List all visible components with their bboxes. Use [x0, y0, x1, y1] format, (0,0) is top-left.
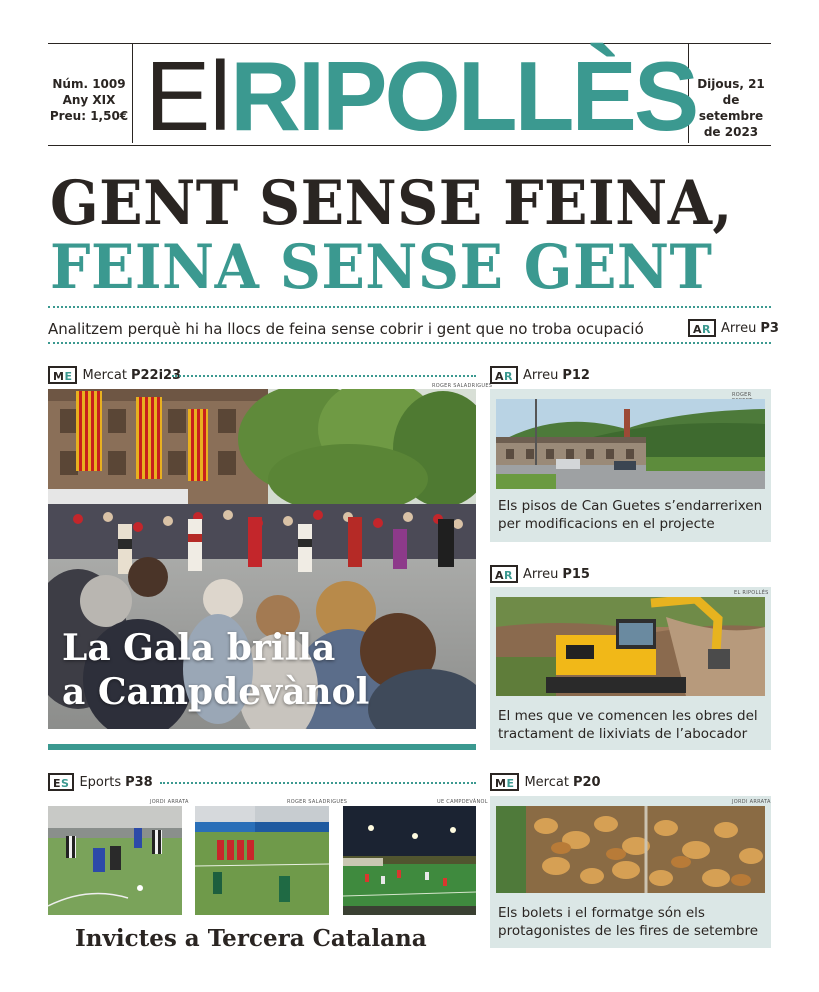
section-page: P22i23 — [130, 367, 182, 383]
sports-photo-1[interactable] — [48, 806, 182, 915]
side-story-2-text: El mes que ve comencen les obres del tractament de lixiviats de l’abocador — [498, 708, 758, 742]
issue-year: Any XIX — [62, 93, 116, 107]
main-story-accent-bar — [48, 744, 476, 750]
main-story-dotted-rule — [172, 375, 476, 377]
headline-dotted-rule-top — [48, 306, 771, 308]
side-story-3-section-tag[interactable] — [490, 773, 601, 791]
logo-el: El — [145, 41, 231, 151]
section-name: Arreu — [523, 367, 559, 383]
side-story-2-section-tag[interactable] — [490, 565, 590, 583]
excavator-image — [496, 597, 765, 696]
date-line-1: Dijous, 21 — [697, 77, 765, 91]
football-match-image-1 — [48, 806, 182, 915]
sports-photo-3-credit: UE CAMPDEVÀNOL — [437, 799, 488, 805]
masthead-divider-left — [132, 43, 133, 143]
side-story-1-photo — [496, 399, 765, 489]
section-badge: AR — [688, 319, 716, 337]
headline-line-1[interactable]: GENT SENSE FEINA, — [50, 168, 733, 239]
main-story-title-line-2: a Campdevànol — [62, 671, 370, 713]
side-story-3-text: Els bolets i el formatge són els protagonistes de les fires de setembre — [498, 905, 759, 939]
main-story-title[interactable] — [62, 626, 369, 714]
section-name: Arreu — [721, 320, 757, 336]
sports-title[interactable]: Invictes a Tercera Catalana — [75, 925, 427, 952]
headline-section-tag[interactable] — [688, 319, 779, 337]
section-badge: AR — [490, 565, 518, 583]
section-page: P20 — [572, 774, 601, 790]
sports-photo-3[interactable] — [343, 806, 476, 915]
logo-name: RIPOLLÈS — [230, 41, 697, 151]
date-line-2: de setembre — [698, 93, 764, 123]
headline-line-2[interactable]: FEINA SENSE GENT — [50, 232, 713, 303]
mushrooms-image — [496, 806, 765, 893]
sports-section-tag[interactable] — [48, 773, 153, 791]
section-badge: ES — [48, 773, 74, 791]
headline-subtitle: Analitzem perquè hi ha llocs de feina sense cobrir i gent que no troba ocupació — [48, 320, 644, 338]
sports-photo-1-credit: JORDI ARRATA — [150, 799, 189, 805]
main-story-title-line-1: La Gala brilla — [62, 627, 336, 669]
section-page: P38 — [125, 774, 153, 790]
side-story-3-photo-credit: JORDI ARRATA — [732, 799, 771, 805]
newspaper-logo[interactable] — [145, 40, 697, 151]
night-stadium-image — [343, 806, 476, 915]
side-story-3-card[interactable] — [490, 796, 771, 948]
side-story-2-card[interactable] — [490, 587, 771, 750]
side-story-2-photo — [496, 597, 765, 696]
main-photo-credit: ROGER SALADRIGUES — [432, 383, 493, 389]
issue-number: Núm. 1009 — [52, 77, 126, 91]
section-page: P12 — [562, 367, 590, 383]
section-name: Mercat — [82, 367, 127, 383]
sports-dotted-rule — [160, 782, 476, 784]
side-story-3-photo — [496, 806, 765, 893]
section-name: Eports — [79, 774, 122, 790]
main-story-photo[interactable] — [48, 389, 476, 729]
issue-price: Preu: 1,50€ — [49, 109, 129, 123]
side-story-1-section-tag[interactable] — [490, 366, 590, 384]
section-badge: ME — [48, 366, 77, 384]
side-story-1-text: Els pisos de Can Guetes s’endarrerixen per modificacions en el projecte — [498, 498, 763, 532]
can-guetes-image — [496, 399, 765, 489]
sports-photo-2[interactable] — [195, 806, 329, 915]
main-story-section-tag[interactable] — [48, 366, 181, 384]
section-name: Mercat — [524, 774, 569, 790]
football-match-image-2 — [195, 806, 329, 915]
headline-dotted-rule-bottom — [48, 342, 771, 344]
side-story-1-card[interactable] — [490, 389, 771, 542]
issue-date — [690, 76, 772, 140]
side-story-1-photo-credit: ROGER — [732, 392, 752, 398]
section-badge: AR — [490, 366, 518, 384]
side-story-2-photo-credit: EL RIPOLLÈS — [734, 590, 769, 596]
sports-photo-2-credit: ROGER SALADRIGUES — [287, 799, 348, 805]
section-page: P15 — [562, 566, 590, 582]
section-page: P3 — [760, 320, 779, 336]
issue-info — [48, 76, 130, 124]
section-name: Arreu — [523, 566, 559, 582]
section-badge: ME — [490, 773, 519, 791]
date-line-3: de 2023 — [703, 125, 759, 139]
